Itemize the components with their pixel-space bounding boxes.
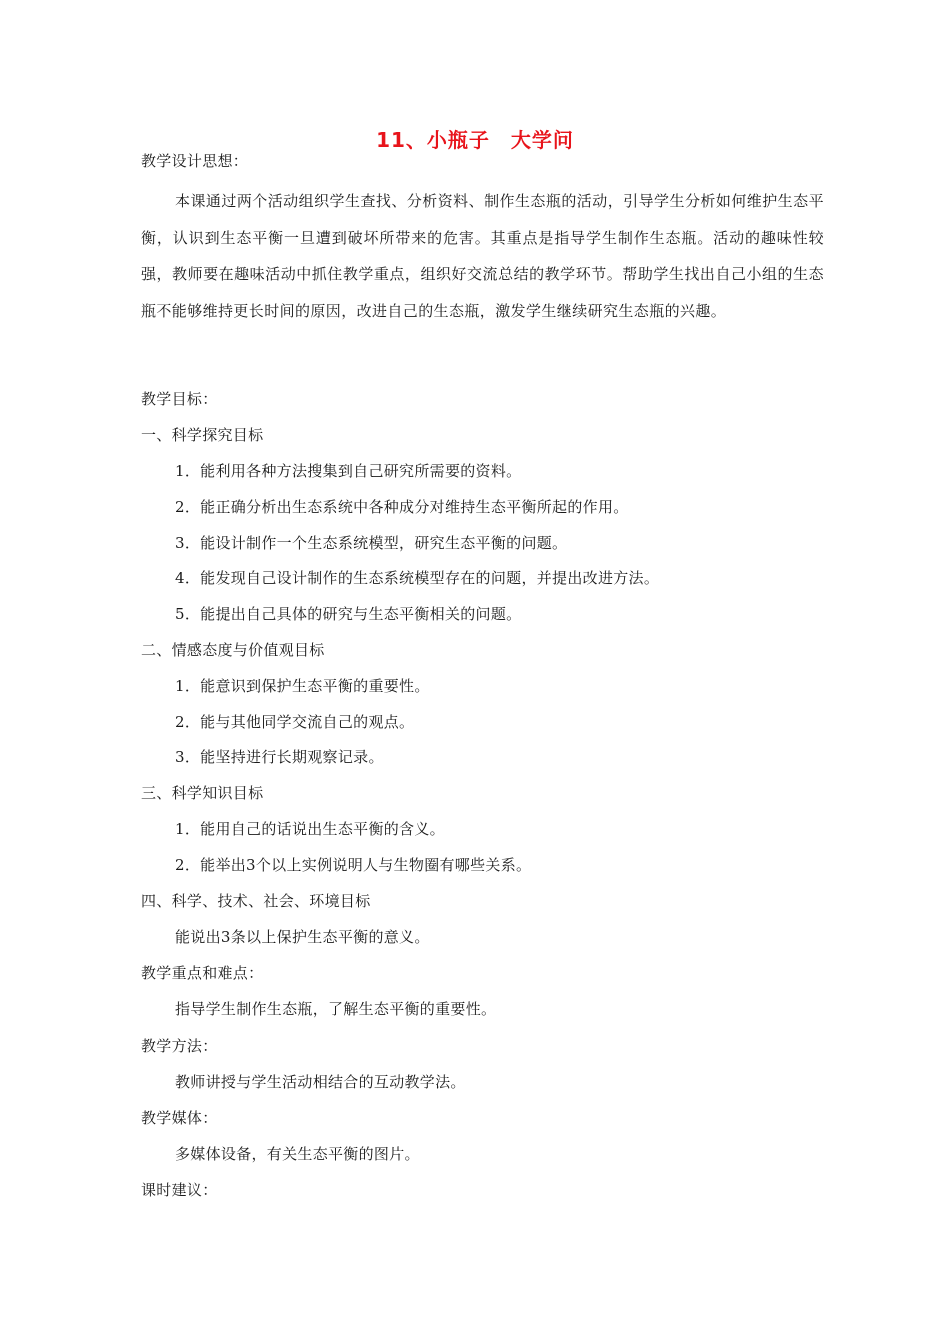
key-heading: 教学重点和难点： — [141, 964, 264, 982]
goal-item: 2．能正确分析出生态系统中各种成分对维持生态平衡所起的作用。 — [175, 498, 629, 516]
page-title: 11、小瓶子 大学问 — [376, 128, 574, 152]
goal-item: 2．能举出3个以上实例说明人与生物圈有哪些关系。 — [175, 856, 532, 874]
design-paragraph: 本课通过两个活动组织学生查找、分析资料、制作生态瓶的活动，引导学生分析如何维护生态平衡，认识到生态平衡一旦遭到破坏所带来的危害。其重点是指导学生制作生态瓶。活动的趣味性较强，教师要在趣味活动中抓住教学重点，组织好交流总结的教学环节。帮助学生找出自己小组的生态瓶不能够维持更长时间的原因，改进自己的生态瓶，激发学生继续研究生态瓶的兴趣。 — [141, 192, 824, 320]
section-heading: 二、情感态度与价值观目标 — [141, 641, 325, 659]
section-heading: 三、科学知识目标 — [141, 784, 264, 802]
section-heading: 四、科学、技术、社会、环境目标 — [141, 892, 371, 910]
goal-item: 1．能利用各种方法搜集到自己研究所需要的资料。 — [175, 462, 522, 480]
goal-item: 1．能用自己的话说出生态平衡的含义。 — [175, 820, 445, 838]
time-heading: 课时建议： — [141, 1181, 218, 1199]
method-text: 教师讲授与学生活动相结合的互动教学法。 — [175, 1073, 466, 1091]
goals-heading: 教学目标： — [141, 390, 218, 408]
media-heading: 教学媒体： — [141, 1109, 218, 1127]
design-heading: 教学设计思想： — [141, 152, 249, 170]
goal-item: 3．能坚持进行长期观察记录。 — [175, 748, 384, 766]
goal-item: 能说出3条以上保护生态平衡的意义。 — [175, 928, 430, 946]
media-text: 多媒体设备，有关生态平衡的图片。 — [175, 1145, 420, 1163]
goal-item: 4．能发现自己设计制作的生态系统模型存在的问题，并提出改进方法。 — [175, 569, 660, 587]
goal-item: 2．能与其他同学交流自己的观点。 — [175, 713, 415, 731]
goal-item: 5．能提出自己具体的研究与生态平衡相关的问题。 — [175, 605, 522, 623]
goal-item: 1．能意识到保护生态平衡的重要性。 — [175, 677, 430, 695]
goal-item: 3．能设计制作一个生态系统模型，研究生态平衡的问题。 — [175, 534, 568, 552]
section-heading: 一、科学探究目标 — [141, 426, 264, 444]
method-heading: 教学方法： — [141, 1037, 218, 1055]
key-text: 指导学生制作生态瓶，了解生态平衡的重要性。 — [175, 1000, 497, 1018]
